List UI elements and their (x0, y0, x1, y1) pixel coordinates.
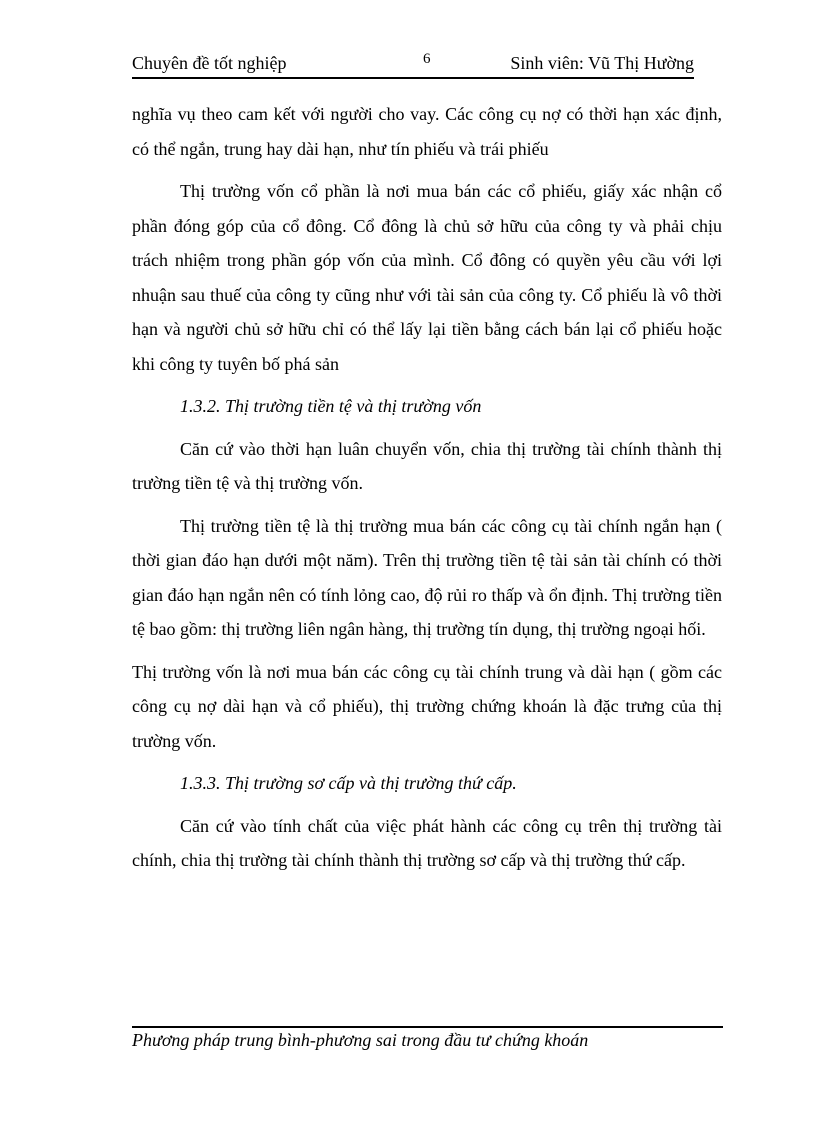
page-header (132, 51, 694, 79)
paragraph-4: Thị trường tiền tệ là thị trường mua bán các công cụ tài chính ngắn hạn ( thời gian đáo hạn dưới một năm). Trên thị trường tiền tệ tài sản tài chính có thời gian đáo hạn ngắn nên có tính lỏng cao, độ rủi ro thấp và ổn định. Thị trường tiền tệ bao gồm: thị trường liên ngân hàng, thị trường tín dụng, thị trường ngoại hối. (132, 515, 722, 639)
paragraph-6: Căn cứ vào tính chất của việc phát hành các công cụ trên thị trường tài chính, chia thị trường tài chính thành thị trường sơ cấp và thị trường thứ cấp. (132, 815, 722, 870)
header-author: Sinh viên: Vũ Thị Hường (510, 53, 694, 73)
page-footer: Phương pháp trung bình-phương sai trong đầu tư chứng khoán (132, 1030, 589, 1050)
footer-divider (132, 1026, 723, 1028)
page-number: 6 (423, 51, 431, 67)
section-heading-1-3-2: 1.3.2. Thị trường tiền tệ và thị trường vốn (180, 396, 482, 416)
paragraph-2: Thị trường vốn cổ phần là nơi mua bán các cổ phiếu, giấy xác nhận cổ phần đóng góp của cổ đông. Cổ đông là chủ sở hữu của công ty và phải chịu trách nhiệm trong phần góp vốn của mình. Cổ đông có quyền yêu cầu với lợi nhuận sau thuế của công ty cũng như với tài sản của công ty. Cổ phiếu là vô thời hạn và người chủ sở hữu chỉ có thể lấy lại tiền bằng cách bán lại cổ phiếu hoặc khi công ty tuyên bố phá sản (132, 181, 722, 374)
paragraph-1: nghĩa vụ theo cam kết với người cho vay. Các công cụ nợ có thời hạn xác định, có thể ngắn, trung hay dài hạn, như tín phiếu và trái phiếu (132, 104, 722, 159)
paragraph-5: Thị trường vốn là nơi mua bán các công cụ tài chính trung và dài hạn ( gồm các công cụ nợ dài hạn và cổ phiếu), thị trường chứng khoán là đặc trưng của thị trường vốn. (132, 661, 722, 751)
section-heading-1-3-3: 1.3.3. Thị trường sơ cấp và thị trường thứ cấp. (180, 773, 517, 793)
paragraph-3: Căn cứ vào thời hạn luân chuyển vốn, chia thị trường tài chính thành thị trường tiền tệ và thị trường vốn. (132, 438, 722, 493)
header-document-title: Chuyên đề tốt nghiệp (132, 53, 287, 73)
document-body (132, 97, 722, 878)
